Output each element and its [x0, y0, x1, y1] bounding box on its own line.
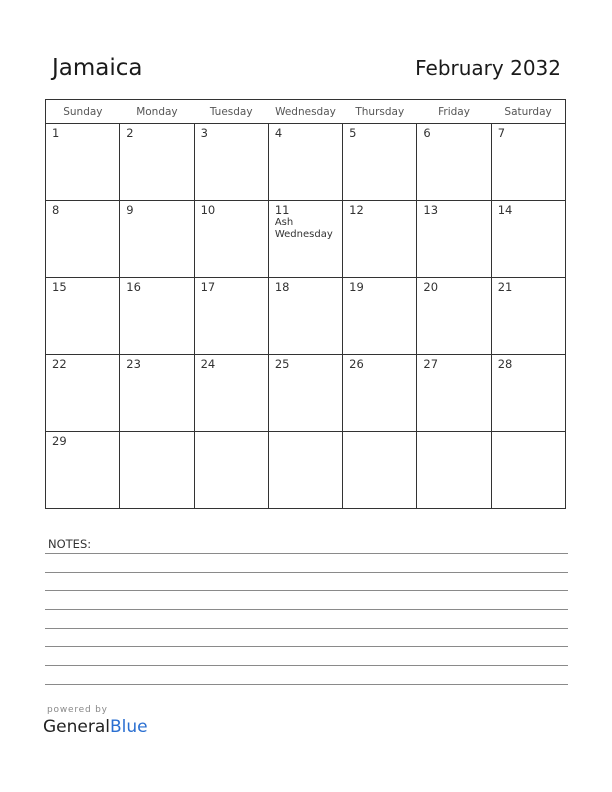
day-number: 26: [349, 357, 364, 371]
weekday-saturday: Saturday: [491, 100, 565, 124]
day-cell: [194, 201, 268, 278]
day-number: 15: [52, 280, 67, 294]
day-cell: [417, 278, 491, 355]
day-cell: [417, 355, 491, 432]
day-number: 20: [423, 280, 439, 294]
day-number: 22: [52, 357, 67, 371]
day-cell: [343, 278, 417, 355]
day-cell: [491, 432, 565, 509]
day-cell: [46, 124, 120, 201]
weekday-thursday: Thursday: [343, 100, 417, 124]
day-cell: [417, 201, 491, 278]
day-number: 10: [200, 203, 216, 217]
day-cell: [343, 201, 417, 278]
day-cell: [491, 355, 565, 432]
weekday-sunday: Sunday: [46, 100, 120, 124]
notes-line: [45, 646, 568, 647]
day-cell: [120, 278, 194, 355]
week-row: [46, 124, 566, 201]
day-number: 27: [423, 357, 439, 371]
day-number: 11: [274, 203, 290, 217]
day-cell: [120, 124, 194, 201]
day-number: 3: [200, 126, 208, 140]
day-cell: [268, 201, 342, 278]
day-number: 14: [497, 203, 513, 217]
day-cell: [46, 201, 120, 278]
day-cell: [268, 432, 342, 509]
country-title: Jamaica: [52, 55, 143, 81]
day-cell: [194, 124, 268, 201]
week-row: [46, 355, 566, 432]
day-number: 16: [126, 280, 141, 294]
day-cell: [46, 432, 120, 509]
day-number: 19: [349, 280, 364, 294]
logo-general-text: General: [43, 717, 110, 737]
day-number: 13: [423, 203, 439, 217]
day-cell: [491, 278, 565, 355]
week-row: [46, 278, 566, 355]
day-cell: [194, 432, 268, 509]
day-number: 17: [200, 280, 216, 294]
day-number: 5: [349, 126, 357, 140]
day-number: 18: [274, 280, 290, 294]
day-number: 8: [52, 203, 60, 217]
day-number: 2: [126, 126, 134, 140]
notes-line: [45, 665, 568, 666]
notes-line: [45, 628, 568, 629]
generalblue-logo: [43, 717, 148, 737]
powered-by-text: powered by: [47, 705, 108, 715]
day-number: 1: [52, 126, 60, 140]
day-number: 4: [274, 126, 283, 140]
day-number: 25: [274, 357, 290, 371]
day-cell: [268, 278, 342, 355]
day-cell: [120, 355, 194, 432]
notes-line: [45, 590, 568, 591]
day-cell: [417, 432, 491, 509]
day-cell: [417, 124, 491, 201]
holiday-label: Ash Wednesday: [274, 217, 333, 240]
week-row: [46, 201, 566, 278]
day-cell: [491, 124, 565, 201]
day-cell: [343, 432, 417, 509]
day-cell: [343, 124, 417, 201]
day-number: 29: [52, 434, 67, 448]
day-cell: [194, 355, 268, 432]
notes-line: [45, 553, 568, 554]
weekday-wednesday: Wednesday: [268, 100, 342, 124]
notes-line: [45, 572, 568, 573]
day-cell: [343, 355, 417, 432]
day-number: 6: [423, 126, 431, 140]
month-year-title: February 2032: [415, 56, 561, 80]
day-cell: [194, 278, 268, 355]
logo-blue-text: Blue: [110, 717, 148, 737]
notes-label: NOTES:: [48, 537, 92, 551]
day-cell: [120, 201, 194, 278]
weekday-monday: Monday: [120, 100, 194, 124]
day-number: 23: [126, 357, 141, 371]
day-number: 28: [497, 357, 513, 371]
weekday-header-row: [46, 100, 566, 124]
day-cell: [46, 278, 120, 355]
day-number: 21: [497, 280, 513, 294]
day-number: 7: [497, 126, 506, 140]
day-number: 24: [200, 357, 216, 371]
calendar-grid: [45, 99, 566, 509]
day-cell: [268, 355, 342, 432]
day-cell: [268, 124, 342, 201]
weekday-friday: Friday: [417, 100, 491, 124]
notes-line: [45, 609, 568, 610]
week-row: [46, 432, 566, 509]
day-cell: [120, 432, 194, 509]
day-cell: [491, 201, 565, 278]
day-number: 12: [349, 203, 364, 217]
day-number: 9: [126, 203, 134, 217]
weekday-tuesday: Tuesday: [194, 100, 268, 124]
notes-line: [45, 684, 568, 685]
day-cell: [46, 355, 120, 432]
